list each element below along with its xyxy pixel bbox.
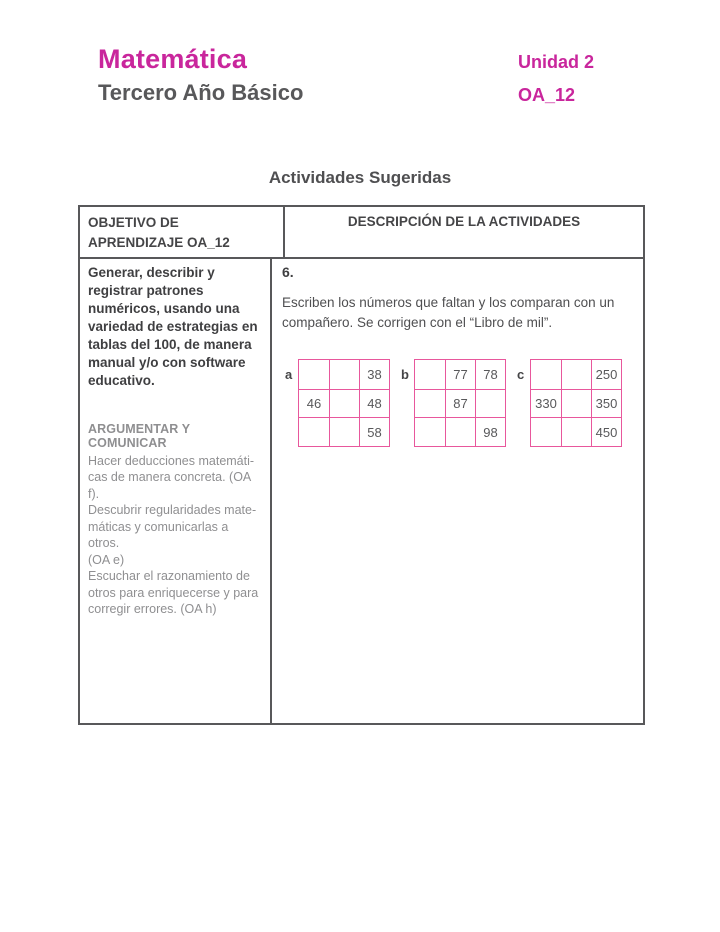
grid-label-c: c — [517, 367, 525, 383]
skills-line: otros para enriquecerse y para — [88, 585, 259, 600]
grid-cell: 38 — [359, 360, 389, 389]
grid-cell — [561, 389, 591, 418]
grid-cell: 46 — [299, 389, 329, 418]
grid-group-b — [401, 359, 506, 447]
grid-label-a: a — [285, 367, 293, 383]
grid-cell: 48 — [359, 389, 389, 418]
grid-cell — [561, 417, 591, 446]
skills-line: máticas y comunicarlas a otros. — [88, 519, 229, 551]
table-body-row — [80, 259, 643, 723]
grid-cell — [299, 417, 329, 446]
unit-label: Unidad 2 — [518, 52, 595, 72]
number-grid-c — [530, 359, 622, 447]
grid-cell: 250 — [591, 360, 621, 389]
grid-cell: 58 — [359, 417, 389, 446]
objective-column-header: OBJETIVO DE APRENDIZAJE OA_12 — [80, 207, 285, 257]
number-grids-row — [282, 359, 633, 447]
skills-line: (OA e) — [88, 552, 125, 567]
grid-cell — [531, 360, 561, 389]
grid-cell: 450 — [591, 417, 621, 446]
grid-label-b: b — [401, 367, 409, 383]
table-header-row — [80, 207, 643, 259]
activity-description: Escriben los números que faltan y los comparan con un compañero. Se corrigen con el “Libro de mil”. — [282, 295, 615, 330]
grid-cell: 350 — [591, 389, 621, 418]
grid-cell — [561, 360, 591, 389]
objective-text: Generar, describir y registrar patrones numéricos, usando una variedad de estrategias en tablas del 100, de manera manual y/o con software educativo. — [88, 265, 258, 389]
skills-line: Hacer deducciones matemáti- — [88, 453, 255, 468]
grid-cell — [415, 417, 445, 446]
grid-group-a — [285, 359, 390, 447]
grid-cell — [329, 417, 359, 446]
grid-cell — [415, 389, 445, 418]
section-title: Actividades Sugeridas — [268, 168, 452, 187]
activity-number: 6. — [282, 264, 294, 280]
grid-cell: 87 — [445, 389, 475, 418]
grid-cell — [445, 417, 475, 446]
grid-cell: 98 — [475, 417, 505, 446]
grade-subtitle: Tercero Año Básico — [98, 80, 304, 105]
activities-table — [78, 205, 645, 725]
skills-line: cas de manera concreta. (OA f). — [88, 470, 251, 501]
grid-cell: 78 — [475, 360, 505, 389]
skills-line: corregir errores. (OA h) — [88, 602, 217, 617]
grid-cell — [531, 417, 561, 446]
grid-cell: 330 — [531, 389, 561, 418]
activity-cell — [272, 259, 643, 723]
grid-cell: 77 — [445, 360, 475, 389]
description-column-header: DESCRIPCIÓN DE LA ACTIVIDADES — [347, 214, 581, 229]
number-grid-a — [298, 359, 390, 447]
skills-line: Escuchar el razonamiento de — [88, 569, 250, 584]
subject-title: Matemática — [98, 44, 248, 74]
grid-cell — [415, 360, 445, 389]
grid-cell — [299, 360, 329, 389]
oa-code-label: OA_12 — [518, 85, 576, 105]
grid-cell — [329, 389, 359, 418]
grid-cell — [475, 389, 505, 418]
grid-cell — [329, 360, 359, 389]
skills-block — [88, 422, 262, 618]
grid-group-c — [517, 359, 622, 447]
skills-title: ARGUMENTAR Y COMUNICAR — [88, 421, 190, 450]
objective-cell — [80, 259, 272, 723]
number-grid-b — [414, 359, 506, 447]
skills-line: Descubrir regularidades mate- — [88, 503, 257, 518]
